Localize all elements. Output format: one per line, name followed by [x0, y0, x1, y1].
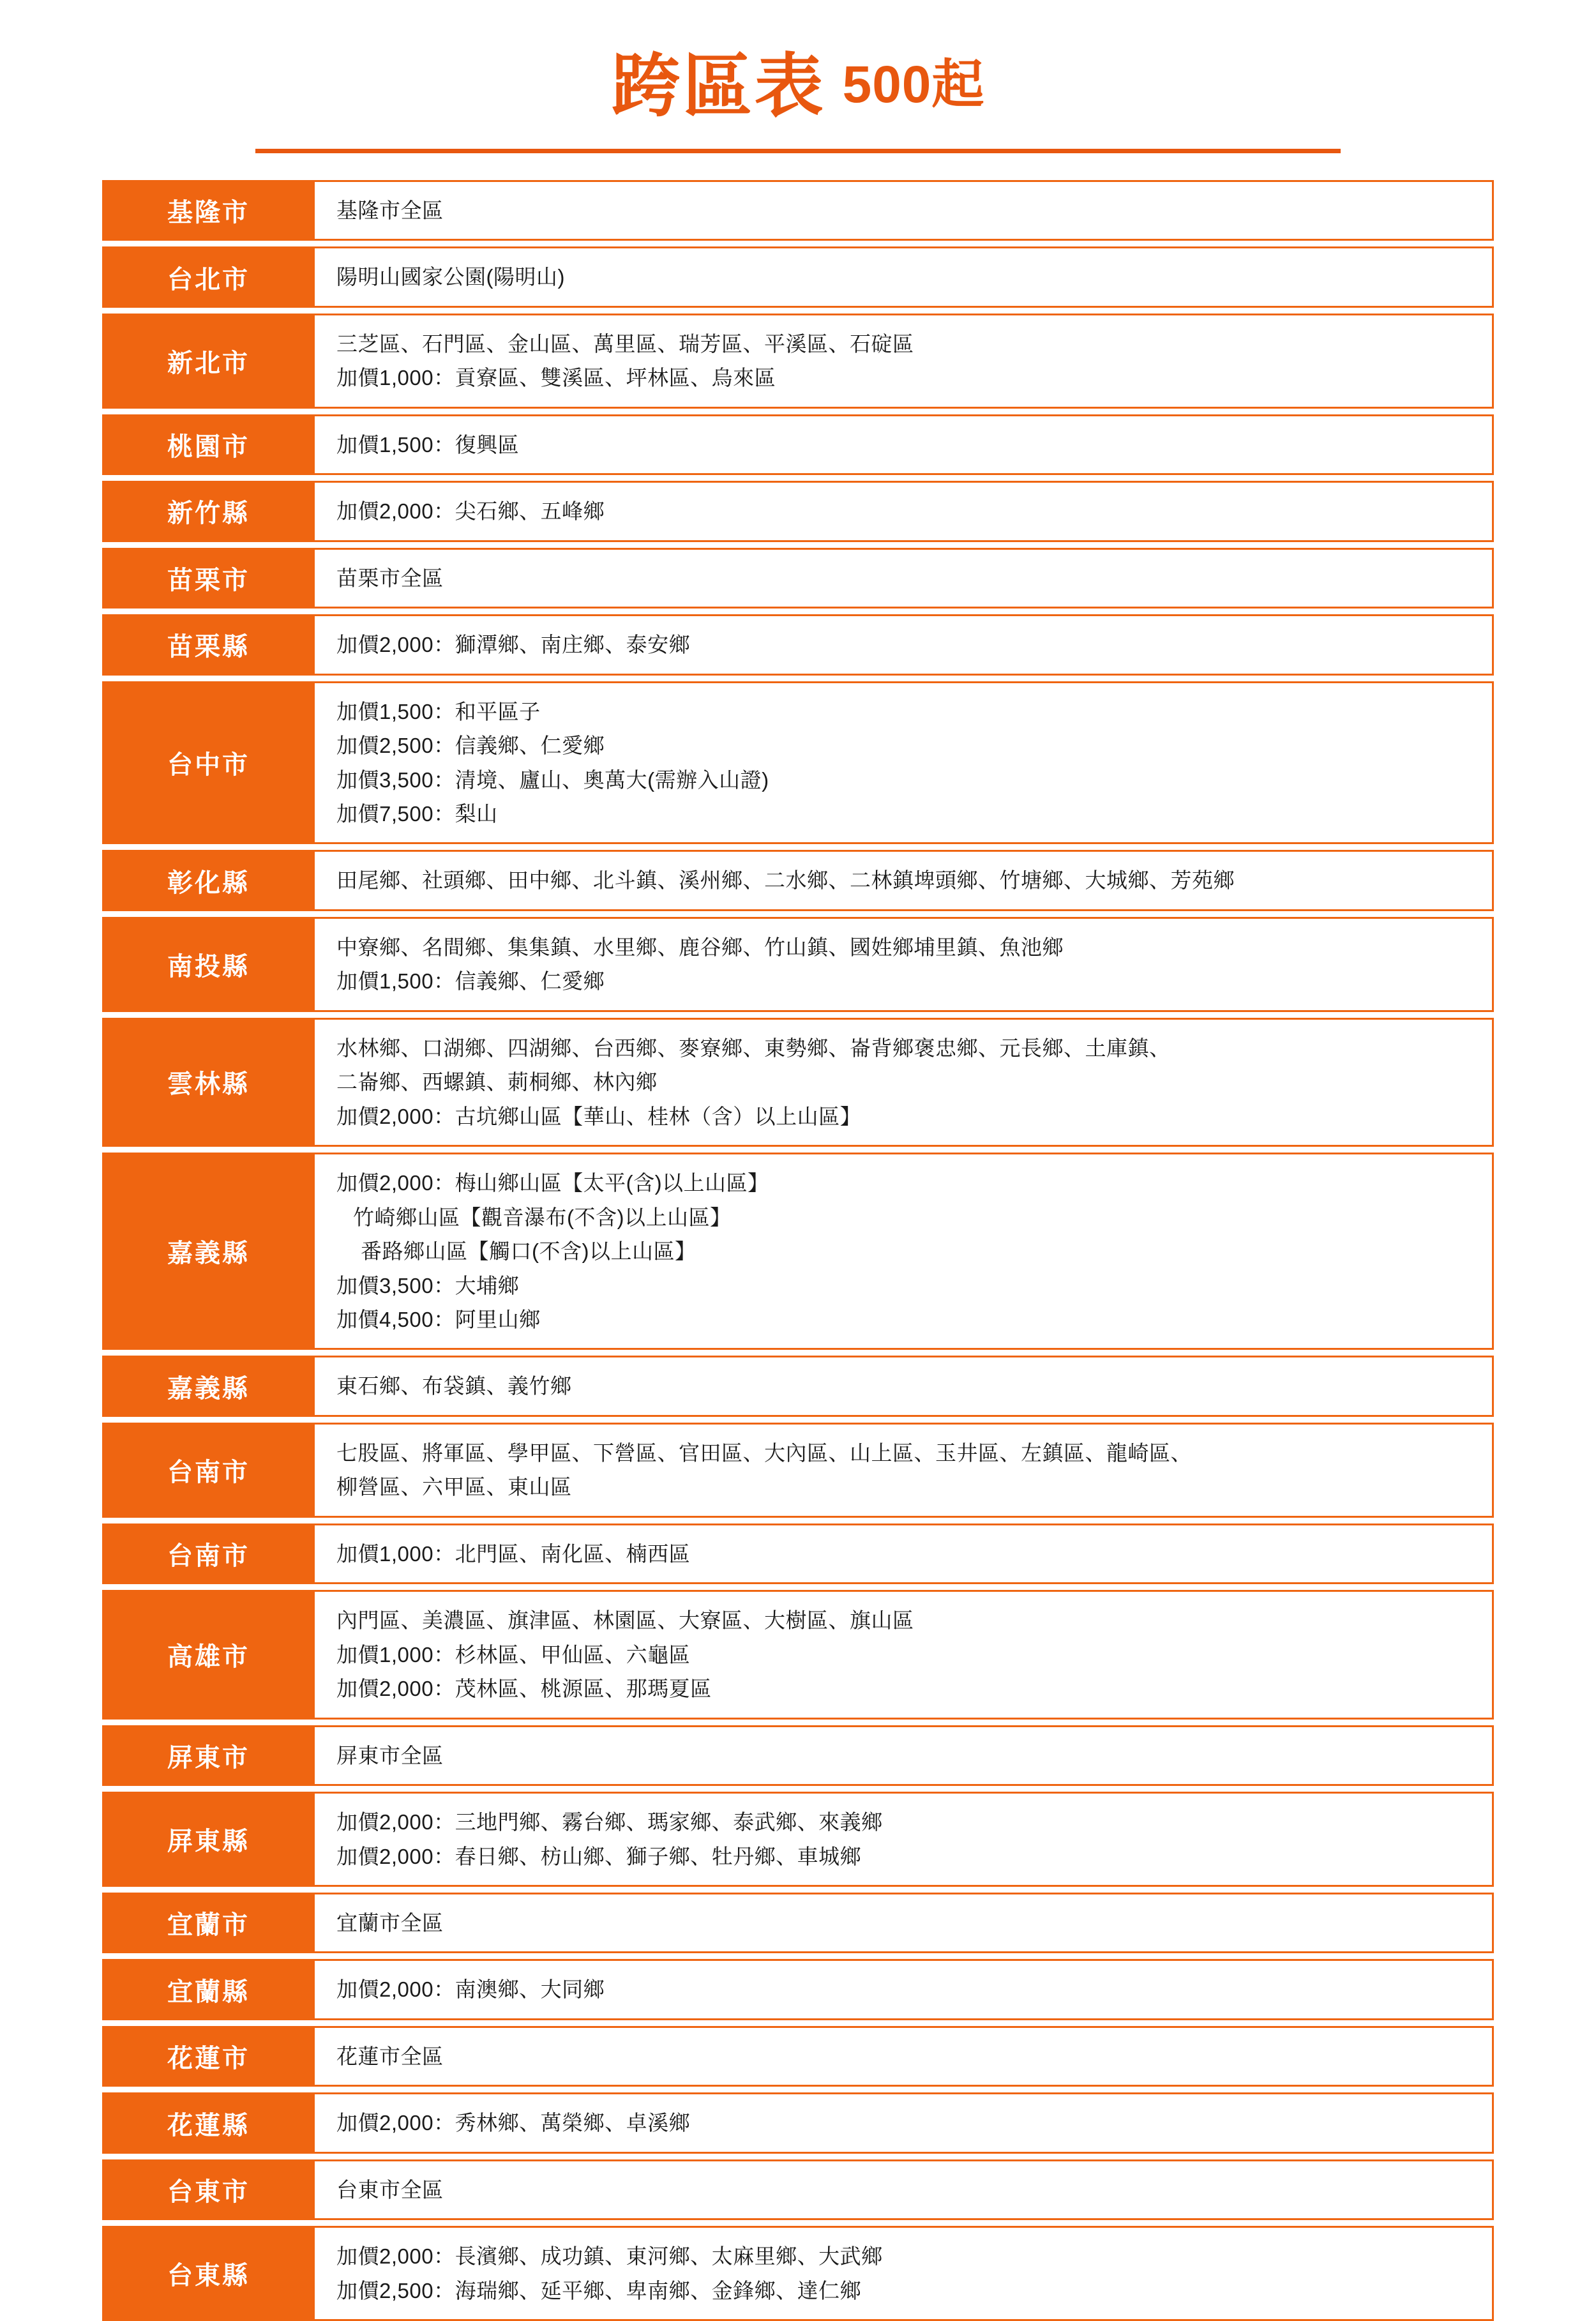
row-spacer: [103, 1146, 1493, 1154]
detail-line: 水林鄉、口湖鄉、四湖鄉、台西鄉、麥寮鄉、東勢鄉、崙背鄉褒忠鄉、元長鄉、土庫鎮、: [336, 1036, 1171, 1060]
detail-line: 加價1,000：貢寮區、雙溪區、坪林區、烏來區: [336, 366, 776, 390]
row-spacer-cell: [103, 240, 1493, 248]
table-row: [103, 682, 1493, 843]
detail-line: 加價2,000：尖石鄉、五峰鄉: [336, 499, 605, 524]
row-spacer-cell: [103, 1146, 1493, 1154]
table-row: [103, 1960, 1493, 2019]
detail-cell: [314, 2227, 1493, 2320]
region-cell: 嘉義縣: [103, 1154, 314, 1349]
table-row: [103, 2027, 1493, 2085]
page-title-main: 跨區表: [611, 47, 826, 125]
detail-cell: [314, 2027, 1493, 2085]
region-cell: 宜蘭縣: [103, 1960, 314, 2019]
row-spacer-cell: [103, 1584, 1493, 1591]
page-title-subtitle: 500起: [842, 56, 985, 114]
detail-cell: [314, 248, 1493, 306]
table-row: [103, 314, 1493, 407]
detail-line: 加價2,000：長濱鄉、成功鎮、東河鄉、太麻里鄉、大武鄉: [336, 2244, 883, 2269]
detail-cell: [314, 2160, 1493, 2219]
detail-cell: [314, 314, 1493, 407]
table-row: [103, 248, 1493, 306]
row-spacer-cell: [103, 541, 1493, 548]
detail-line: 加價3,500：大埔鄉: [336, 1273, 520, 1297]
detail-cell: [314, 851, 1493, 910]
region-cell: 台中市: [103, 682, 314, 843]
table-row: [103, 1524, 1493, 1583]
detail-line: 花蓮市全區: [336, 2044, 444, 2068]
row-spacer: [103, 1011, 1493, 1018]
region-cell: 宜蘭市: [103, 1893, 314, 1952]
table-row: [103, 2094, 1493, 2152]
title-divider: [255, 149, 1341, 153]
detail-line: 田尾鄉、社頭鄉、田中鄉、北斗鎮、溪州鄉、二水鄉、二林鎮埤頭鄉、竹塘鄉、大城鄉、芳苑鄉: [336, 868, 1235, 893]
row-spacer: [103, 910, 1493, 918]
table-row: [103, 1154, 1493, 1349]
table-row: [103, 2160, 1493, 2219]
row-spacer-cell: [103, 1718, 1493, 1726]
row-spacer-cell: [103, 1416, 1493, 1423]
table-row: [103, 616, 1493, 674]
row-spacer: [103, 1718, 1493, 1726]
detail-line: 加價2,000：春日鄉、枋山鄉、獅子鄉、牡丹鄉、車城鄉: [336, 1844, 862, 1868]
detail-cell: [314, 1423, 1493, 1516]
detail-cell: [314, 548, 1493, 607]
zone-table: [102, 180, 1494, 2321]
row-spacer-cell: [103, 306, 1493, 314]
row-spacer-cell: [103, 2152, 1493, 2160]
detail-cell: [314, 1524, 1493, 1583]
detail-line: 加價2,000：古坑鄉山區【華山、桂林（含）以上山區】: [336, 1104, 862, 1128]
detail-cell: [314, 1591, 1493, 1718]
detail-line: 加價1,500：信義鄉、仁愛鄉: [336, 969, 605, 994]
table-row: [103, 181, 1493, 240]
detail-cell: [314, 482, 1493, 541]
detail-cell: [314, 1793, 1493, 1886]
table-row: [103, 918, 1493, 1011]
detail-line: 加價2,000：南澳鄉、大同鄉: [336, 1977, 605, 2002]
row-spacer: [103, 541, 1493, 548]
row-spacer-cell: [103, 1349, 1493, 1357]
detail-line: 屏東市全區: [336, 1743, 444, 1767]
region-cell: 苗栗市: [103, 548, 314, 607]
detail-line: 番路鄉山區【觸口(不含)以上山區】: [361, 1239, 696, 1264]
table-row: [103, 1793, 1493, 1886]
row-spacer-cell: [103, 2219, 1493, 2227]
row-spacer-cell: [103, 407, 1493, 415]
detail-line: 加價2,000：梅山鄉山區【太平(含)以上山區】: [336, 1171, 769, 1195]
row-spacer-cell: [103, 2086, 1493, 2094]
detail-cell: [314, 1726, 1493, 1785]
row-spacer: [103, 843, 1493, 851]
table-row: [103, 1357, 1493, 1416]
row-spacer: [103, 1584, 1493, 1591]
row-spacer: [103, 1349, 1493, 1357]
table-row: [103, 482, 1493, 541]
detail-cell: [314, 1018, 1493, 1145]
detail-line: 柳營區、六甲區、東山區: [336, 1475, 572, 1499]
region-cell: 桃園市: [103, 415, 314, 474]
row-spacer: [103, 407, 1493, 415]
row-spacer: [103, 608, 1493, 616]
detail-line: 加價1,000：北門區、南化區、楠西區: [336, 1541, 691, 1566]
row-spacer-cell: [103, 474, 1493, 482]
detail-cell: [314, 1154, 1493, 1349]
detail-cell: [314, 1357, 1493, 1416]
detail-cell: [314, 2094, 1493, 2152]
row-spacer: [103, 474, 1493, 482]
detail-line: 加價2,500：海瑞鄉、延平鄉、卑南鄉、金鋒鄉、達仁鄉: [336, 2278, 862, 2302]
region-cell: 雲林縣: [103, 1018, 314, 1145]
detail-cell: [314, 918, 1493, 1011]
region-cell: 苗栗縣: [103, 616, 314, 674]
detail-line: 三芝區、石門區、金山區、萬里區、瑞芳區、平溪區、石碇區: [336, 331, 914, 356]
region-cell: 新北市: [103, 314, 314, 407]
detail-line: 加價4,500：阿里山鄉: [336, 1307, 541, 1331]
detail-line: 加價2,000：三地門鄉、霧台鄉、瑪家鄉、泰武鄉、來義鄉: [336, 1810, 883, 1834]
zone-table-container: [102, 180, 1494, 2321]
row-spacer: [103, 2219, 1493, 2227]
row-spacer: [103, 1886, 1493, 1893]
region-cell: 台東市: [103, 2160, 314, 2219]
table-row: [103, 851, 1493, 910]
detail-line: 台東市全區: [336, 2177, 444, 2202]
region-cell: 屏東縣: [103, 1793, 314, 1886]
region-cell: 基隆市: [103, 181, 314, 240]
detail-line: 加價2,500：信義鄉、仁愛鄉: [336, 734, 605, 758]
row-spacer: [103, 1785, 1493, 1793]
detail-line: 加價1,000：杉林區、甲仙區、六龜區: [336, 1642, 691, 1667]
row-spacer: [103, 1516, 1493, 1524]
region-cell: 彰化縣: [103, 851, 314, 910]
region-cell: 台南市: [103, 1423, 314, 1516]
detail-line: 加價1,500：復興區: [336, 432, 520, 457]
detail-line: 內門區、美濃區、旗津區、林園區、大寮區、大樹區、旗山區: [336, 1608, 914, 1633]
row-spacer-cell: [103, 843, 1493, 851]
row-spacer: [103, 306, 1493, 314]
region-cell: 屏東市: [103, 1726, 314, 1785]
row-spacer-cell: [103, 2019, 1493, 2027]
region-cell: 高雄市: [103, 1591, 314, 1718]
region-cell: 台東縣: [103, 2227, 314, 2320]
detail-cell: [314, 1893, 1493, 1952]
detail-line: 加價7,500：梨山: [336, 801, 498, 826]
row-spacer-cell: [103, 1011, 1493, 1018]
row-spacer-cell: [103, 1953, 1493, 1960]
row-spacer-cell: [103, 674, 1493, 682]
detail-line: 二崙鄉、西螺鎮、莿桐鄉、林內鄉: [336, 1070, 658, 1094]
row-spacer: [103, 1416, 1493, 1423]
detail-cell: [314, 181, 1493, 240]
detail-line: 加價1,500：和平區子: [336, 699, 541, 723]
detail-line: 陽明山國家公園(陽明山): [336, 265, 565, 289]
detail-line: 竹崎鄉山區【觀音瀑布(不含)以上山區】: [353, 1205, 732, 1229]
detail-line: 加價2,000：獅潭鄉、南庄鄉、泰安鄉: [336, 633, 691, 657]
detail-line: 七股區、將軍區、學甲區、下營區、官田區、大內區、山上區、玉井區、左鎮區、龍崎區、: [336, 1440, 1192, 1465]
row-spacer-cell: [103, 1516, 1493, 1524]
detail-cell: [314, 1960, 1493, 2019]
document-header: [0, 0, 1596, 153]
row-spacer-cell: [103, 910, 1493, 918]
row-spacer: [103, 2086, 1493, 2094]
detail-line: 東石鄉、布袋鎮、義竹鄉: [336, 1374, 572, 1398]
region-cell: 花蓮縣: [103, 2094, 314, 2152]
table-row: [103, 1893, 1493, 1952]
region-cell: 新竹縣: [103, 482, 314, 541]
row-spacer: [103, 1953, 1493, 1960]
table-row: [103, 1423, 1493, 1516]
row-spacer: [103, 2152, 1493, 2160]
row-spacer: [103, 674, 1493, 682]
detail-line: 中寮鄉、名間鄉、集集鎮、水里鄉、鹿谷鄉、竹山鎮、國姓鄉埔里鎮、魚池鄉: [336, 935, 1064, 959]
region-cell: 台北市: [103, 248, 314, 306]
page-title: [612, 31, 985, 130]
table-row: [103, 1591, 1493, 1718]
detail-line: 基隆市全區: [336, 199, 444, 222]
zone-table-body: [103, 181, 1493, 2320]
row-spacer-cell: [103, 1785, 1493, 1793]
region-cell: 花蓮市: [103, 2027, 314, 2085]
table-row: [103, 415, 1493, 474]
detail-cell: [314, 616, 1493, 674]
detail-line: 宜蘭市全區: [336, 1910, 444, 1935]
table-row: [103, 1018, 1493, 1145]
table-row: [103, 1726, 1493, 1785]
region-cell: 南投縣: [103, 918, 314, 1011]
region-cell: 台南市: [103, 1524, 314, 1583]
detail-cell: [314, 415, 1493, 474]
row-spacer: [103, 240, 1493, 248]
detail-cell: [314, 682, 1493, 843]
table-row: [103, 2227, 1493, 2320]
detail-line: 加價2,000：秀林鄉、萬榮鄉、卓溪鄉: [336, 2111, 691, 2135]
detail-line: 加價3,500：清境、廬山、奧萬大(需辦入山證): [336, 767, 769, 792]
row-spacer: [103, 2019, 1493, 2027]
row-spacer-cell: [103, 608, 1493, 616]
row-spacer-cell: [103, 1886, 1493, 1893]
table-row: [103, 548, 1493, 607]
detail-line: 苗栗市全區: [336, 566, 444, 590]
detail-line: 加價2,000：茂林區、桃源區、那瑪夏區: [336, 1677, 712, 1701]
region-cell: 嘉義縣: [103, 1357, 314, 1416]
